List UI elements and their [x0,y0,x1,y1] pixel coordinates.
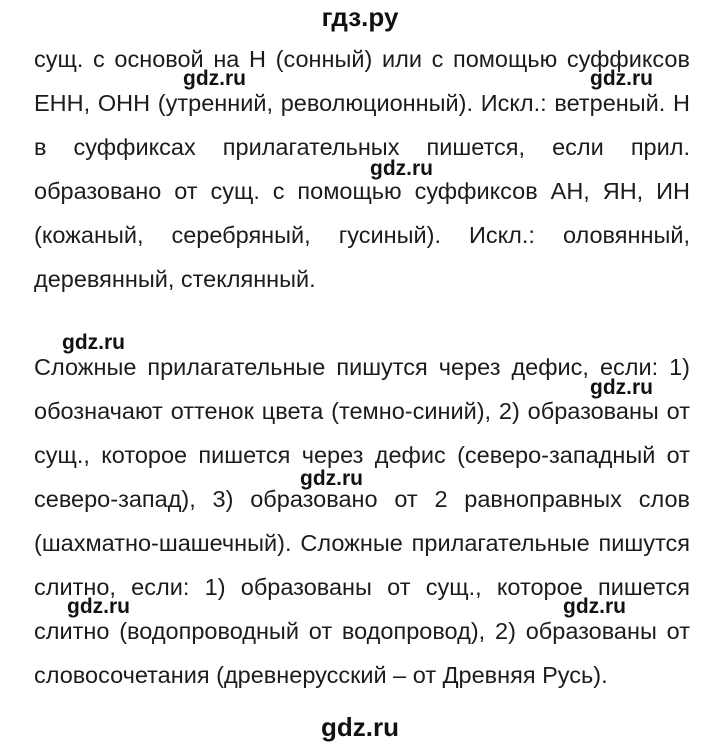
paragraph-1-line-4: образовано от сущ. с помощью суффиксов АН, ЯН, ИН [34,178,690,204]
watermark-gdz: gdz.ru [590,67,653,90]
watermark-gdz: gdz.ru [183,67,246,90]
watermark-gdz: gdz.ru [300,467,363,490]
watermark-gdz: gdz.ru [67,595,130,618]
page-header-title: гдз.ру [321,2,399,32]
paragraph-1-line-3: в суффиксах прилагательных пишется, если прил. [34,134,690,160]
paragraph-2-line-6: слитно, если: 1) образованы от сущ., которое пишется [34,574,690,600]
paragraph-2-line-1: Сложные прилагательные пишутся через дефис, если: 1) [34,354,690,380]
paragraph-1-line-2: ЕНН, ОНН (утренний, революционный). Искл.: ветреный. Н [34,90,690,116]
paragraph-2-line-3: сущ., которое пишется через дефис (северо-западный от [34,442,690,468]
paragraph-2-line-8: словосочетания (древнерусский – от Древняя Русь). [34,662,608,688]
paragraph-2-line-4: северо-запад), 3) образовано от 2 равноправных слов [34,486,690,512]
paragraph-1-line-1: сущ. с основой на Н (сонный) или с помощью суффиксов [34,46,690,72]
paragraph-2-line-7: слитно (водопроводный от водопровод), 2) образованы от [34,618,690,644]
page-footer-title: gdz.ru [321,712,399,742]
watermark-gdz: gdz.ru [370,157,433,180]
paragraph-1-line-5: (кожаный, серебряный, гусиный). Искл.: оловянный, [34,222,690,248]
paragraph-2-line-5: (шахматно-шашечный). Сложные прилагательные пишутся [34,530,690,556]
watermark-gdz: gdz.ru [590,376,653,399]
watermark-gdz: gdz.ru [62,331,125,354]
paragraph-1-line-6: деревянный, стеклянный. [34,266,316,292]
paragraph-2-line-2: обозначают оттенок цвета (темно-синий), 2) образованы от [34,398,690,424]
watermark-gdz: gdz.ru [563,595,626,618]
